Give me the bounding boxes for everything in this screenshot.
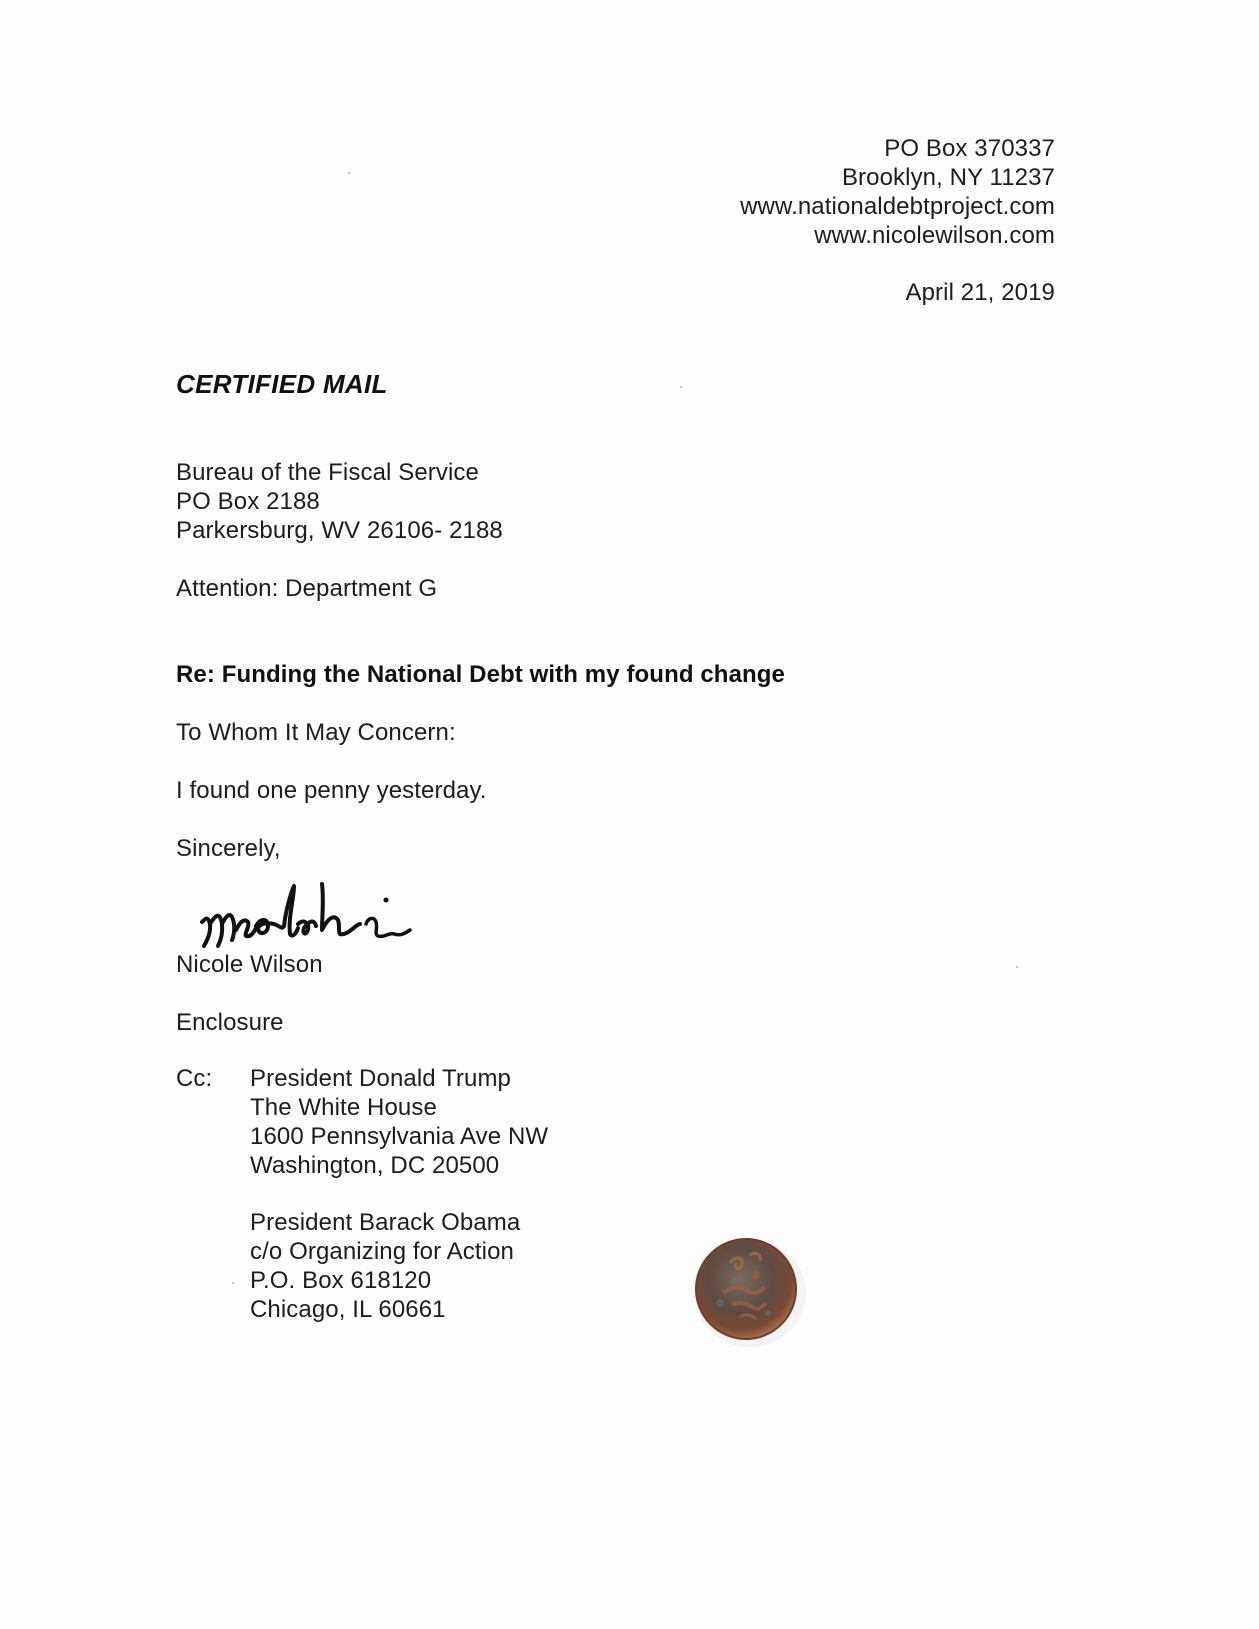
cc-label: Cc: (176, 1065, 213, 1092)
cc-line: President Barack Obama (250, 1209, 521, 1236)
cc-line: The White House (250, 1094, 437, 1121)
scan-speck (680, 386, 682, 388)
cc-line: c/o Organizing for Action (250, 1238, 514, 1265)
sender-address-line1: PO Box 370337 (884, 135, 1055, 162)
cc-line: Washington, DC 20500 (250, 1152, 500, 1179)
cc-line: President Donald Trump (250, 1065, 511, 1092)
scan-speck (232, 1282, 234, 1284)
sender-address-line2: Brooklyn, NY 11237 (841, 164, 1055, 191)
cc-line: P.O. Box 618120 (250, 1267, 432, 1294)
letter-body: I found one penny yesterday. (176, 777, 487, 804)
cc-line: Chicago, IL 60661 (250, 1296, 446, 1323)
mailing-method: CERTIFIED MAIL (176, 369, 388, 399)
penny-coin-image (690, 1233, 806, 1349)
scan-speck (348, 172, 350, 174)
closing: Sincerely, (176, 835, 281, 862)
salutation: To Whom It May Concern: (176, 719, 456, 746)
sender-website-1: www.nationaldebtproject.com (740, 193, 1055, 220)
sender-website-2: www.nicolewilson.com (814, 222, 1055, 249)
enclosure-note: Enclosure (176, 1009, 284, 1036)
subject-line: Re: Funding the National Debt with my found change (176, 661, 785, 688)
handwritten-signature (198, 878, 438, 958)
recipient-address-line1: PO Box 2188 (176, 488, 320, 515)
signer-name: Nicole Wilson (176, 951, 323, 978)
scan-speck (1016, 966, 1018, 968)
recipient-address-line2: Parkersburg, WV 26106- 2188 (176, 517, 503, 544)
letter-date: April 21, 2019 (905, 279, 1055, 306)
recipient-name: Bureau of the Fiscal Service (176, 459, 479, 486)
attention-line: Attention: Department G (176, 575, 438, 602)
cc-line: 1600 Pennsylvania Ave NW (250, 1123, 549, 1150)
